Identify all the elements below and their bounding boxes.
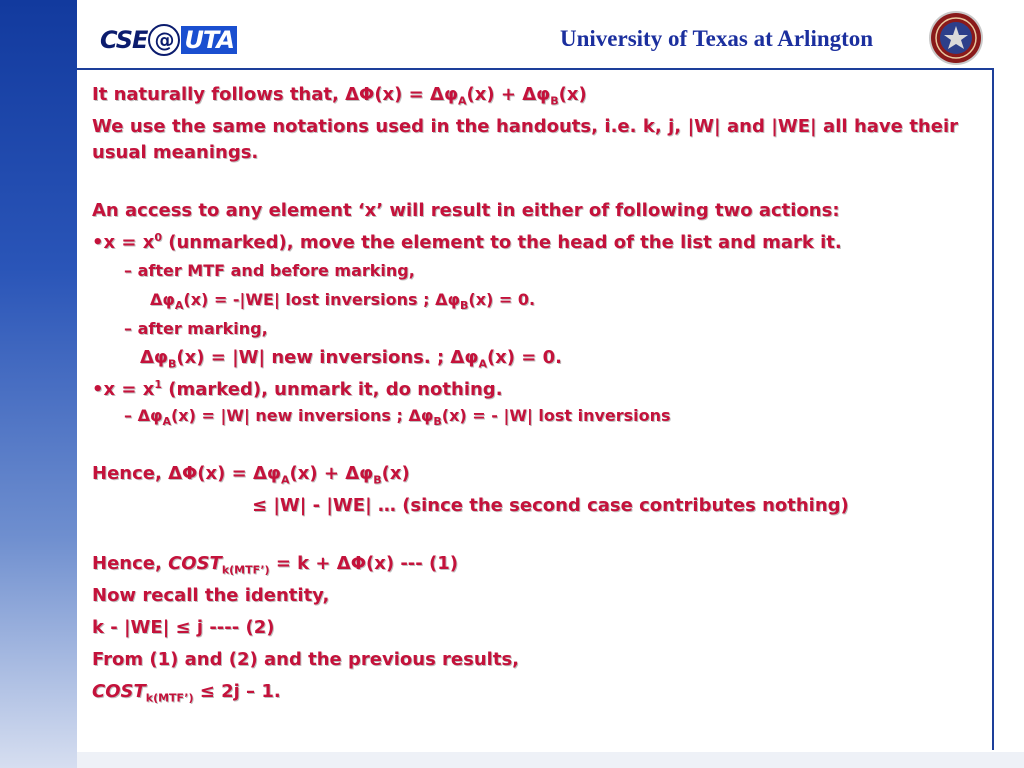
line-from-results: From (1) and (2) and the previous results,	[92, 649, 519, 670]
formula-after-mtf: $\Delta\varphi_A(x) = -|WE|$ lost inversions ; $\Delta\varphi_B(x) = 0$.	[150, 290, 536, 313]
university-title: University of Texas at Arlington	[560, 26, 874, 51]
line-recall: Now recall the identity,	[92, 585, 330, 606]
line-eq2: k - |WE| ≤ j ---- (2)	[92, 617, 275, 638]
line-hence-delta-phi: Hence, $\Delta\Phi(x) = \Delta\varphi_A(x) + \Delta\varphi_B(x)$	[92, 463, 410, 487]
header-rule	[77, 68, 994, 70]
line-access-intro: An access to any element ‘x’ will result in either of following two actions:	[92, 200, 840, 221]
left-accent-bar	[0, 0, 77, 768]
sub-after-mtf: – after MTF and before marking,	[124, 261, 415, 280]
formula-after-marking: $\Delta\varphi_B(x) = |W|$ new inversions. ; $\Delta\varphi_A(x) = 0$.	[140, 347, 562, 371]
slide-body	[92, 82, 958, 705]
bullet-marked: •x = $x^1$ (marked), unmark it, do nothing.	[92, 378, 503, 400]
bullet-unmarked: •x = $x^0$ (unmarked), move the element to the head of the list and mark it.	[92, 231, 842, 253]
cse-uta-logo	[100, 24, 237, 56]
sub-after-marking: – after marking,	[124, 319, 268, 338]
line-final-cost: $COST_{k(MTF’)} \le 2j - 1$.	[92, 681, 281, 705]
line-bound: ≤ |W| - |WE| … (since the second case contributes nothing)	[252, 495, 849, 516]
logo-at: @	[148, 24, 180, 56]
right-rule	[992, 68, 994, 750]
logo-uta: UTA	[181, 26, 237, 54]
university-seal-icon	[928, 10, 984, 66]
bottom-strip	[77, 752, 1024, 768]
logo-cse: CSE	[100, 26, 148, 54]
sub-marked-formula: – $\Delta\varphi_A(x) = |W|$ new inversions ; $\Delta\varphi_B(x)$ = - |W| lost inversions	[124, 406, 671, 429]
line-delta-phi-sum: It naturally follows that, $\Delta\Phi(x) = \Delta\varphi_A(x) + \Delta\varphi_B(x)$	[92, 84, 587, 108]
line-cost-eq1: Hence, $COST_{k(MTF’)} = k + \Delta\Phi(x)$ --- (1)	[92, 553, 458, 577]
line-notations: We use the same notations used in the handouts, i.e. k, j, |W| and |WE| all have their usual meanings.	[92, 116, 958, 163]
